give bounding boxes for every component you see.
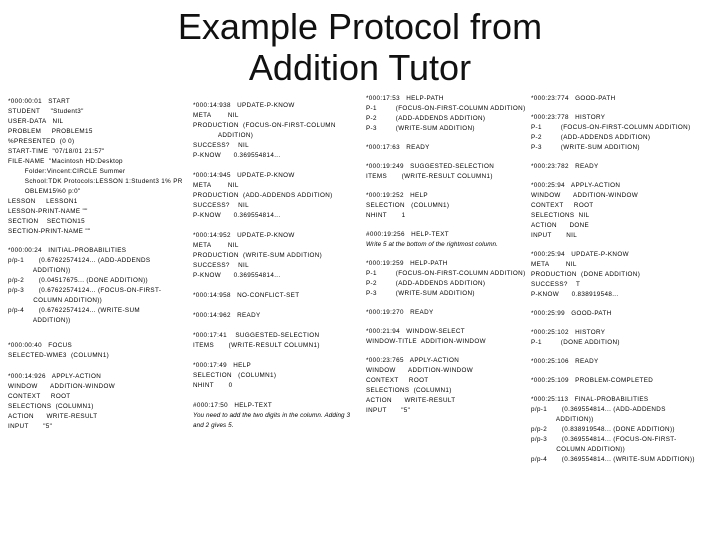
- log-line: ITEMS (WRITE-RESULT COLUMN1): [366, 173, 493, 180]
- log-line: WINDOW ADDITION-WINDOW: [531, 192, 639, 199]
- log-line: INPUT NIL: [531, 232, 578, 239]
- log-entry: [366, 191, 528, 221]
- log-line: p/p-3 (0.67622574124... (FOCUS-ON-FIRST-: [8, 287, 162, 294]
- log-line: SELECTION (COLUMN1): [193, 372, 277, 379]
- slide-title: [0, 6, 720, 88]
- log-line: %PRESENTED (0 0): [8, 138, 75, 145]
- log-entry: [193, 331, 363, 351]
- log-line: COLUMN ADDITION)): [531, 446, 626, 453]
- log-line: *000:17:41 SUGGESTED-SELECTION: [193, 332, 320, 339]
- log-line: USER-DATA NIL: [8, 118, 64, 125]
- log-line: SECTION-PRINT-NAME "": [8, 228, 91, 235]
- log-entry: [531, 309, 717, 319]
- log-line: P-KNOW 0.369554814...: [193, 272, 283, 279]
- log-entry: [8, 246, 188, 326]
- log-entry: [366, 308, 528, 318]
- log-entry: [531, 376, 717, 386]
- log-entry: [8, 372, 188, 432]
- log-line: P-1 (DONE ADDITION): [531, 339, 620, 346]
- title-line-2: Addition Tutor: [248, 47, 472, 88]
- log-line: NHINT 0: [193, 382, 233, 389]
- log-line: P-3 (WRITE-SUM ADDITION): [366, 125, 475, 132]
- log-line: p/p-1 (0.67622574124... (ADD-ADDENDS: [8, 257, 151, 264]
- log-line: *000:14:926 APPLY-ACTION: [8, 373, 102, 380]
- log-line: *000:21:94 WINDOW-SELECT: [366, 328, 465, 335]
- log-line: SUCCESS? NIL: [193, 142, 249, 149]
- log-entry: [531, 181, 717, 241]
- log-entry: [531, 357, 717, 367]
- log-line: *000:25:99 GOOD-PATH: [531, 310, 612, 317]
- log-line: ITEMS (WRITE-RESULT COLUMN1): [193, 342, 320, 349]
- log-entry: [193, 101, 363, 161]
- log-line: *000:14:962 READY: [193, 312, 261, 319]
- log-line: *000:17:63 READY: [366, 144, 430, 151]
- log-line: SUCCESS? NIL: [193, 202, 249, 209]
- log-line: ADDITION)): [8, 317, 71, 324]
- log-line: *000:23:774 GOOD-PATH: [531, 95, 616, 102]
- help-text-line: Write 5 at the bottom of the rightmost column.: [366, 241, 498, 248]
- log-line: COLUMN ADDITION)): [8, 297, 103, 304]
- log-line: p/p-3 (0.369554814... (FOCUS-ON-FIRST-: [531, 436, 677, 443]
- log-line: *000:00:01 START: [8, 98, 71, 105]
- log-entry: [366, 94, 528, 134]
- log-line: *000:17:49 HELP: [193, 362, 252, 369]
- log-entry: [366, 356, 528, 416]
- log-line: *000:25:94 UPDATE-P-KNOW: [531, 251, 629, 258]
- log-line: *000:14:952 UPDATE-P-KNOW: [193, 232, 295, 239]
- log-line: P-2 (ADD-ADDENDS ADDITION): [531, 134, 651, 141]
- log-line: LESSON-PRINT-NAME "": [8, 208, 88, 215]
- log-entry: [366, 162, 528, 182]
- log-line: SUCCESS? T: [531, 281, 581, 288]
- log-line: START-TIME "07/18/01 21:57": [8, 148, 105, 155]
- log-line: *000:25:94 APPLY-ACTION: [531, 182, 621, 189]
- log-entry: [531, 395, 717, 465]
- log-entry: [8, 97, 188, 237]
- log-line: ACTION WRITE-RESULT: [366, 397, 456, 404]
- log-line: *000:19:259 HELP-PATH: [366, 260, 448, 267]
- log-line: P-3 (WRITE-SUM ADDITION): [531, 144, 640, 151]
- log-entry: [531, 250, 717, 300]
- log-line: *000:25:106 READY: [531, 358, 599, 365]
- log-line: School:TDK Protocols:LESSON 1:Student3 1% PR: [8, 178, 183, 185]
- log-line: p/p-2 (0.838919548... (DONE ADDITION)): [531, 426, 675, 433]
- log-line: META NIL: [193, 182, 239, 189]
- log-line: *000:14:945 UPDATE-P-KNOW: [193, 172, 295, 179]
- log-line: SELECTIONS (COLUMN1): [366, 387, 452, 394]
- log-line: *000:00:24 INITIAL-PROBABILITIES: [8, 247, 127, 254]
- log-line: SUCCESS? NIL: [193, 262, 249, 269]
- log-entry: [531, 113, 717, 153]
- title-line-1: Example Protocol from: [177, 6, 543, 47]
- log-line: #000:17:50 HELP-TEXT: [193, 402, 273, 409]
- log-line: *000:17:53 HELP-PATH: [366, 95, 444, 102]
- log-entry: [193, 171, 363, 221]
- protocol-column-4: [531, 94, 717, 465]
- log-line: PRODUCTION (FOCUS-ON-FIRST-COLUMN: [193, 122, 336, 129]
- log-entry: [366, 230, 528, 250]
- log-line: P-KNOW 0.838919548...: [531, 291, 625, 298]
- log-line: P-1 (FOCUS-ON-FIRST-COLUMN ADDITION): [366, 105, 526, 112]
- log-line: PROBLEM PROBLEM15: [8, 128, 93, 135]
- log-line: CONTEXT ROOT: [8, 393, 71, 400]
- log-line: ACTION DONE: [531, 222, 590, 229]
- log-line: ADDITION): [193, 132, 254, 139]
- log-entry: [366, 327, 528, 347]
- log-line: *000:00:40 FOCUS: [8, 342, 73, 349]
- log-line: Folder:Vincent:CIRCLE Summer: [8, 168, 126, 175]
- log-line: *000:19:270 READY: [366, 309, 434, 316]
- log-line: P-1 (FOCUS-ON-FIRST-COLUMN ADDITION): [531, 124, 691, 131]
- log-line: META NIL: [193, 112, 239, 119]
- log-line: SELECTIONS NIL: [531, 212, 590, 219]
- help-text-line: You need to add the two digits in the column. Adding 3: [193, 412, 351, 419]
- log-line: P-2 (ADD-ADDENDS ADDITION): [366, 280, 486, 287]
- log-line: WINDOW ADDITION-WINDOW: [8, 383, 116, 390]
- log-line: META NIL: [193, 242, 239, 249]
- log-line: P-2 (ADD-ADDENDS ADDITION): [366, 115, 486, 122]
- log-line: P-KNOW 0.369554814...: [193, 152, 283, 159]
- log-entry: [193, 311, 363, 321]
- log-line: WINDOW ADDITION-WINDOW: [366, 367, 474, 374]
- log-line: FILE-NAME "Macintosh HD:Desktop: [8, 158, 123, 165]
- help-text-line: and 2 gives 5.: [193, 422, 234, 429]
- log-entry: [193, 361, 363, 391]
- log-entry: [531, 162, 717, 172]
- log-line: p/p-4 (0.369554814... (WRITE-SUM ADDITION)): [531, 456, 695, 463]
- log-line: PRODUCTION (WRITE-SUM ADDITION): [193, 252, 323, 259]
- log-line: INPUT "5": [366, 407, 411, 414]
- log-line: ADDITION)): [531, 416, 594, 423]
- log-line: NHINT 1: [366, 212, 406, 219]
- log-line: P-3 (WRITE-SUM ADDITION): [366, 290, 475, 297]
- log-line: LESSON LESSON1: [8, 198, 78, 205]
- log-entry: [366, 259, 528, 299]
- log-line: SELECTED-WME3 (COLUMN1): [8, 352, 110, 359]
- log-line: OBLEM15%0 p:0": [8, 188, 81, 195]
- protocol-column-3: [366, 94, 528, 416]
- log-line: SELECTIONS (COLUMN1): [8, 403, 94, 410]
- log-line: *000:25:113 FINAL-PROBABILITIES: [531, 396, 649, 403]
- log-line: *000:25:102 HISTORY: [531, 329, 606, 336]
- log-line: p/p-2 (0.04517675... (DONE ADDITION)): [8, 277, 148, 284]
- log-line: *000:23:782 READY: [531, 163, 599, 170]
- log-line: PRODUCTION (DONE ADDITION): [531, 271, 641, 278]
- log-line: P-KNOW 0.369554814...: [193, 212, 283, 219]
- log-line: STUDENT "Student3": [8, 108, 84, 115]
- log-line: ADDITION)): [8, 267, 71, 274]
- log-line: INPUT "5": [8, 423, 53, 430]
- log-entry: [193, 231, 363, 281]
- log-line: META NIL: [531, 261, 577, 268]
- log-line: SECTION SECTION15: [8, 218, 85, 225]
- log-entry: [531, 328, 717, 348]
- log-entry: [531, 94, 717, 104]
- log-line: *000:14:938 UPDATE-P-KNOW: [193, 102, 295, 109]
- log-entry: [366, 143, 528, 153]
- log-line: *000:14:958 NO-CONFLICT-SET: [193, 292, 300, 299]
- log-line: CONTEXT ROOT: [531, 202, 594, 209]
- protocol-column-1: [8, 97, 188, 432]
- log-entry: [193, 291, 363, 301]
- log-line: #000:19:256 HELP-TEXT: [366, 231, 449, 238]
- log-line: *000:19:249 SUGGESTED-SELECTION: [366, 163, 495, 170]
- protocol-column-2: [193, 101, 363, 431]
- log-entry: [8, 341, 188, 361]
- log-line: p/p-4 (0.67622574124... (WRITE-SUM: [8, 307, 140, 314]
- log-line: *000:25:109 PROBLEM-COMPLETED: [531, 377, 654, 384]
- log-line: *000:23:765 APPLY-ACTION: [366, 357, 460, 364]
- log-line: *000:19:252 HELP: [366, 192, 428, 199]
- log-line: P-1 (FOCUS-ON-FIRST-COLUMN ADDITION): [366, 270, 526, 277]
- log-line: CONTEXT ROOT: [366, 377, 429, 384]
- log-line: p/p-1 (0.369554814... (ADD-ADDENDS: [531, 406, 666, 413]
- log-line: *000:23:778 HISTORY: [531, 114, 606, 121]
- log-line: PRODUCTION (ADD-ADDENDS ADDITION): [193, 192, 333, 199]
- log-line: SELECTION (COLUMN1): [366, 202, 450, 209]
- log-line: ACTION WRITE-RESULT: [8, 413, 98, 420]
- log-line: WINDOW-TITLE ADDITION-WINDOW: [366, 338, 486, 345]
- log-entry: [193, 401, 363, 431]
